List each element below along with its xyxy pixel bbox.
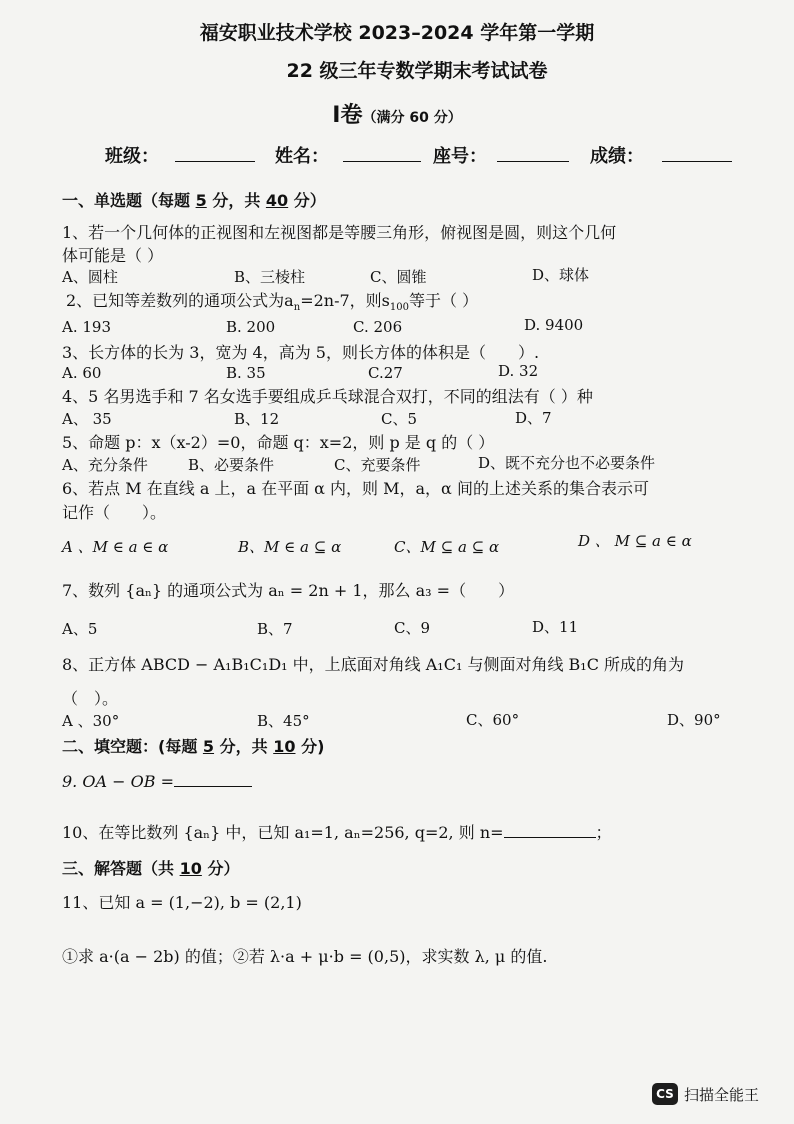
q3-option-a: A. 60 bbox=[62, 364, 102, 382]
q2-option-b: B. 200 bbox=[226, 318, 276, 336]
q8-stem-line1: 8、正方体 ABCD − A₁B₁C₁D₁ 中，上底面对角线 A₁C₁ 与侧面对角线 B₁C 所成的角为 bbox=[62, 655, 685, 674]
q5-option-a: A、充分条件 bbox=[62, 456, 148, 474]
school-term-title: 福安职业技术学校 2023–2024 学年第一学期 bbox=[199, 22, 595, 44]
q2-option-d: D. 9400 bbox=[524, 316, 584, 334]
q1-stem-line2: 体可能是（ ） bbox=[62, 246, 164, 265]
camscanner-watermark bbox=[652, 1083, 759, 1105]
section-fill-blank-heading: 二、填空题：(每题 5 分，共 10 分) bbox=[62, 737, 325, 756]
volume-label: Ⅰ卷 bbox=[332, 103, 363, 128]
q1-option-d: D、球体 bbox=[532, 266, 590, 284]
q7-option-c: C、9 bbox=[394, 619, 431, 637]
q9-answer-blank[interactable] bbox=[174, 772, 252, 787]
class-blank[interactable] bbox=[175, 161, 255, 162]
q7-option-d: D、11 bbox=[532, 618, 579, 636]
camscanner-label: 扫描全能王 bbox=[684, 1085, 760, 1104]
q7-option-b: B、7 bbox=[257, 620, 293, 638]
name-blank[interactable] bbox=[343, 161, 421, 162]
seat-label: 座号： bbox=[433, 146, 487, 167]
q6-stem-line2: 记作（ ）。 bbox=[62, 503, 167, 522]
camscanner-logo-icon: CS bbox=[652, 1083, 678, 1105]
q4-option-d: D、7 bbox=[515, 409, 552, 427]
q6-option-a: A 、M ∈ a ∈ α bbox=[62, 538, 169, 556]
q11-given: 11、已知 a = (1,−2), b = (2,1) bbox=[62, 893, 302, 912]
q5-option-d: D、既不充分也不必要条件 bbox=[478, 454, 656, 472]
score-label: 成绩： bbox=[590, 146, 644, 167]
q1-option-c: C、圆锥 bbox=[370, 268, 427, 286]
q5-option-c: C、充要条件 bbox=[334, 456, 421, 474]
q3-option-b: B. 35 bbox=[226, 364, 266, 382]
q4-option-b: B、12 bbox=[234, 410, 280, 428]
section-single-choice-heading: 一、单选题（每题 5 分，共 40 分） bbox=[62, 191, 326, 210]
q8-option-d: D、90° bbox=[667, 711, 721, 729]
q9-stem: 9. OA − OB = bbox=[62, 772, 252, 791]
volume-title bbox=[0, 98, 794, 129]
q6-option-b: B、M ∈ a ⊆ α bbox=[238, 538, 342, 556]
q5-stem: 5、命题 p：x（x-2）=0，命题 q：x=2，则 p 是 q 的（ ） bbox=[62, 433, 495, 452]
name-label: 姓名： bbox=[275, 146, 329, 167]
q1-stem-line1: 1、若一个几何体的正视图和左视图都是等腰三角形，俯视图是圆，则这个几何 bbox=[62, 223, 617, 242]
seat-blank[interactable] bbox=[497, 161, 569, 162]
q6-option-c: C、M ⊆ a ⊆ α bbox=[394, 538, 500, 556]
q8-option-a: A 、30° bbox=[62, 712, 120, 730]
exam-title: 22 级三年专数学期末考试试卷 bbox=[286, 60, 548, 82]
q4-option-a: A、 35 bbox=[62, 410, 112, 428]
q2-stem: 2、已知等差数列的通项公式为$a_n=2n-7$，则$s_{100}$等于（ ） bbox=[66, 291, 479, 314]
volume-score-note: （满分 60 分） bbox=[362, 110, 462, 126]
q6-option-d: D 、 M ⊆ a ∈ α bbox=[578, 532, 692, 550]
q2-option-a: A. 193 bbox=[62, 318, 111, 336]
q7-option-a: A、5 bbox=[62, 620, 98, 638]
section-solution-heading: 三、解答题（共 10 分） bbox=[62, 859, 240, 878]
q7-stem: 7、数列 {aₙ} 的通项公式为 aₙ = 2n + 1，那么 a₃ =（ ） bbox=[62, 581, 515, 600]
q10-stem: 10、在等比数列 {aₙ} 中，已知 a₁=1, aₙ=256, q=2, 则 n= ； bbox=[62, 823, 612, 842]
q3-option-c: C.27 bbox=[368, 364, 403, 382]
score-blank[interactable] bbox=[662, 161, 732, 162]
q8-stem-line2: （ ）。 bbox=[62, 689, 119, 708]
q11-tasks: ①求 a·(a − 2b) 的值；②若 λ·a + μ·b = (0,5)，求实数 λ, μ 的值. bbox=[62, 947, 548, 966]
q6-stem-line1: 6、若点 M 在直线 a 上，a 在平面 α 内，则 M，a，α 间的上述关系的集合表示可 bbox=[62, 479, 649, 498]
q2-option-c: C. 206 bbox=[353, 318, 403, 336]
q5-option-b: B、必要条件 bbox=[188, 456, 275, 474]
q8-option-c: C、60° bbox=[466, 711, 520, 729]
class-label: 班级： bbox=[105, 146, 159, 167]
q1-option-b: B、三棱柱 bbox=[234, 268, 306, 286]
q3-option-d: D. 32 bbox=[498, 362, 539, 380]
q3-stem: 3、长方体的长为 3，宽为 4，高为 5，则长方体的体积是（ ）. bbox=[62, 343, 540, 362]
q4-option-c: C、5 bbox=[381, 410, 418, 428]
q4-stem: 4、5 名男选手和 7 名女选手要组成乒乓球混合双打，不同的组法有（ ）种 bbox=[62, 387, 593, 406]
q1-option-a: A、圆柱 bbox=[62, 268, 118, 286]
q10-answer-blank[interactable] bbox=[504, 823, 596, 838]
q8-option-b: B、45° bbox=[257, 712, 310, 730]
